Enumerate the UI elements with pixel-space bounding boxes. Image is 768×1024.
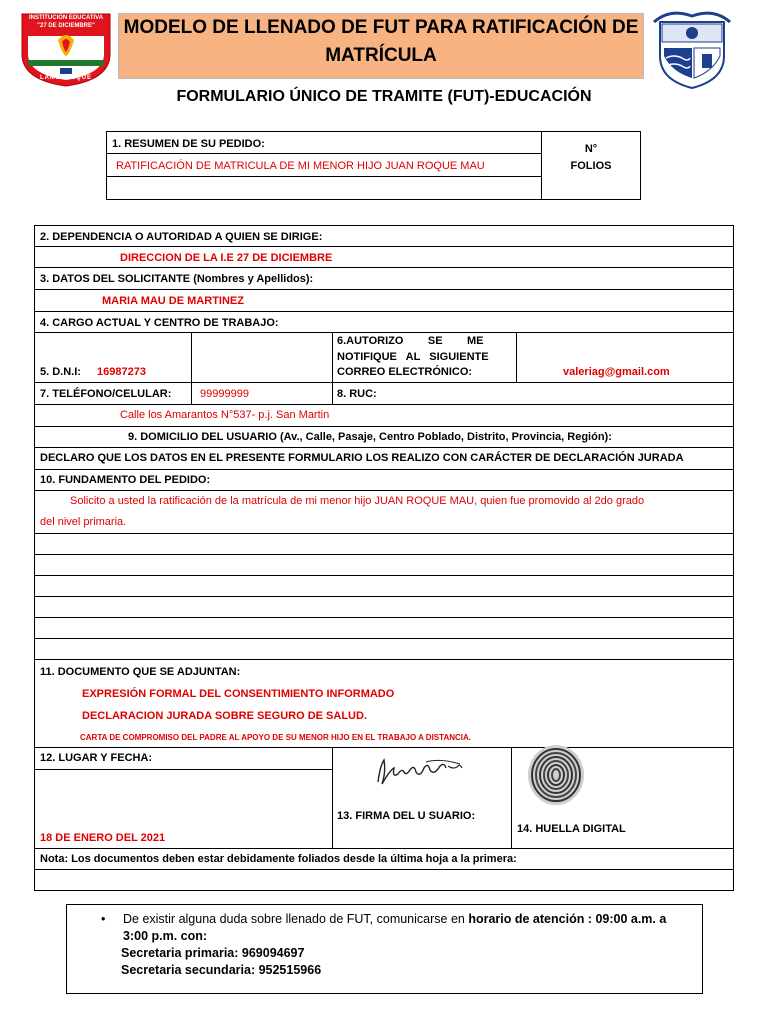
fundamento-label: 10. FUNDAMENTO DEL PEDIDO: <box>40 474 211 486</box>
title-line-2: MATRÍCULA <box>325 45 437 66</box>
coat-of-arms-icon <box>650 8 734 90</box>
logo-caption-1: INSTITUCIÓN EDUCATIVA <box>28 15 104 21</box>
bullet-icon: • <box>101 912 106 926</box>
fundamento-line-2[interactable]: del nivel primaria. <box>40 516 127 528</box>
cargo-label: 4. CARGO ACTUAL Y CENTRO DE TRABAJO: <box>40 317 279 329</box>
folios-label-text: FOLIOS <box>570 160 612 172</box>
ruc-label: 8. RUC: <box>337 388 377 400</box>
dni-value[interactable]: 16987273 <box>97 366 146 378</box>
secretaria-primaria[interactable]: Secretaria primaria: 969094697 <box>121 946 305 960</box>
dependencia-value[interactable]: DIRECCION DE LA I.E 27 DE DICIEMBRE <box>120 252 333 264</box>
telefono-value[interactable]: 99999999 <box>200 388 249 400</box>
contact-hours: horario de atención : 09:00 a.m. a <box>468 912 667 926</box>
school-logo-left <box>18 10 114 88</box>
dependencia-label: 2. DEPENDENCIA O AUTORIDAD A QUIEN SE DIRIGE: <box>40 231 323 243</box>
title-line-1: MODELO DE LLENADO DE FUT PARA RATIFICACIÓN DE <box>123 17 639 38</box>
lugar-fecha-value[interactable]: 18 DE ENERO DEL 2021 <box>40 832 166 844</box>
domicilio-label: 9. DOMICILIO DEL USUARIO (Av., Calle, Pasaje, Centro Poblado, Distrito, Provincia, Región): <box>128 431 612 443</box>
summary-label: 1. RESUMEN DE SU PEDIDO: <box>112 138 265 150</box>
correo-label-1: 6.AUTORIZO SE ME <box>337 335 484 347</box>
firma-label: 13. FIRMA DEL U SUARIO: <box>337 810 476 822</box>
telefono-label: 7. TELÉFONO/CELULAR: <box>40 388 172 400</box>
nota-field[interactable] <box>35 870 733 890</box>
form-subtitle: FORMULARIO ÚNICO DE TRAMITE (FUT)-EDUCACIÓN <box>176 88 592 105</box>
signature-icon <box>370 752 470 790</box>
education-logo-right <box>650 8 734 90</box>
documentos-label: 11. DOCUMENTO QUE SE ADJUNTAN: <box>40 666 241 678</box>
huella-label: 14. HUELLA DIGITAL <box>517 823 626 835</box>
documento-2[interactable]: DECLARACION JURADA SOBRE SEGURO DE SALUD. <box>82 710 368 722</box>
correo-value[interactable]: valeriag@gmail.com <box>563 366 670 378</box>
dni-label: 5. D.N.I: <box>40 366 81 378</box>
fundamento-extra-lines[interactable] <box>35 534 733 659</box>
summary-extra-field[interactable] <box>107 177 540 199</box>
correo-label-3: CORREO ELECTRÓNICO: <box>337 366 473 378</box>
fundamento-line-1[interactable]: Solicito a usted la ratificación de la matrícula de mi menor hijo JUAN ROQUE MAU, quien fue promovido al 2do grado <box>70 495 645 507</box>
folios-field[interactable] <box>542 177 640 199</box>
secretaria-secundaria[interactable]: Secretaria secundaria: 952515966 <box>121 963 322 977</box>
domicilio-value[interactable]: Calle los Amarantos N°537- p.j. San Martin <box>120 409 330 421</box>
fingerprint-image <box>520 742 592 808</box>
solicitante-label: 3. DATOS DEL SOLICITANTE (Nombres y Apellidos): <box>40 273 314 285</box>
lugar-fecha-label: 12. LUGAR Y FECHA: <box>40 752 153 764</box>
correo-label-2: NOTIFIQUE AL SIGUIENTE <box>337 351 489 363</box>
documento-1[interactable]: EXPRESIÓN FORMAL DEL CONSENTIMIENTO INFORMADO <box>82 688 395 700</box>
contact-info-box <box>66 904 703 994</box>
contact-line-1 <box>123 911 693 928</box>
logo-caption-2: "27 DE DICIEMBRE" <box>37 23 95 29</box>
folios-label-number: N° <box>584 143 598 155</box>
nota-text: Nota: Los documentos deben estar debidamente foliados desde la última hoja a la primera: <box>40 853 517 865</box>
declaracion-jurada-text: DECLARO QUE LOS DATOS EN EL PRESENTE FORMULARIO LOS REALIZO CON CARÁCTER DE DECLARACIÓN JURADA <box>40 452 684 464</box>
fingerprint-icon <box>520 742 592 808</box>
documento-3[interactable]: CARTA DE COMPROMISO DEL PADRE AL APOYO DE SU MENOR HIJO EN EL TRABAJO A DISTANCIA. <box>80 733 471 742</box>
solicitante-value[interactable]: MARIA MAU DE MARTINEZ <box>102 295 244 307</box>
ruc-field[interactable] <box>390 383 733 403</box>
contact-line-2: 3:00 p.m. con: <box>123 929 208 943</box>
dni-extra-field[interactable] <box>192 333 331 381</box>
summary-value[interactable]: RATIFICACIÓN DE MATRICULA DE MI MENOR HIJO JUAN ROQUE MAU <box>116 160 485 172</box>
title-banner <box>118 13 644 79</box>
logo-caption-3: LAMBAYEQUE <box>39 75 93 81</box>
signature-image <box>370 752 470 790</box>
contact-text-normal: De existir alguna duda sobre llenado de FUT, comunicarse en <box>123 912 469 926</box>
